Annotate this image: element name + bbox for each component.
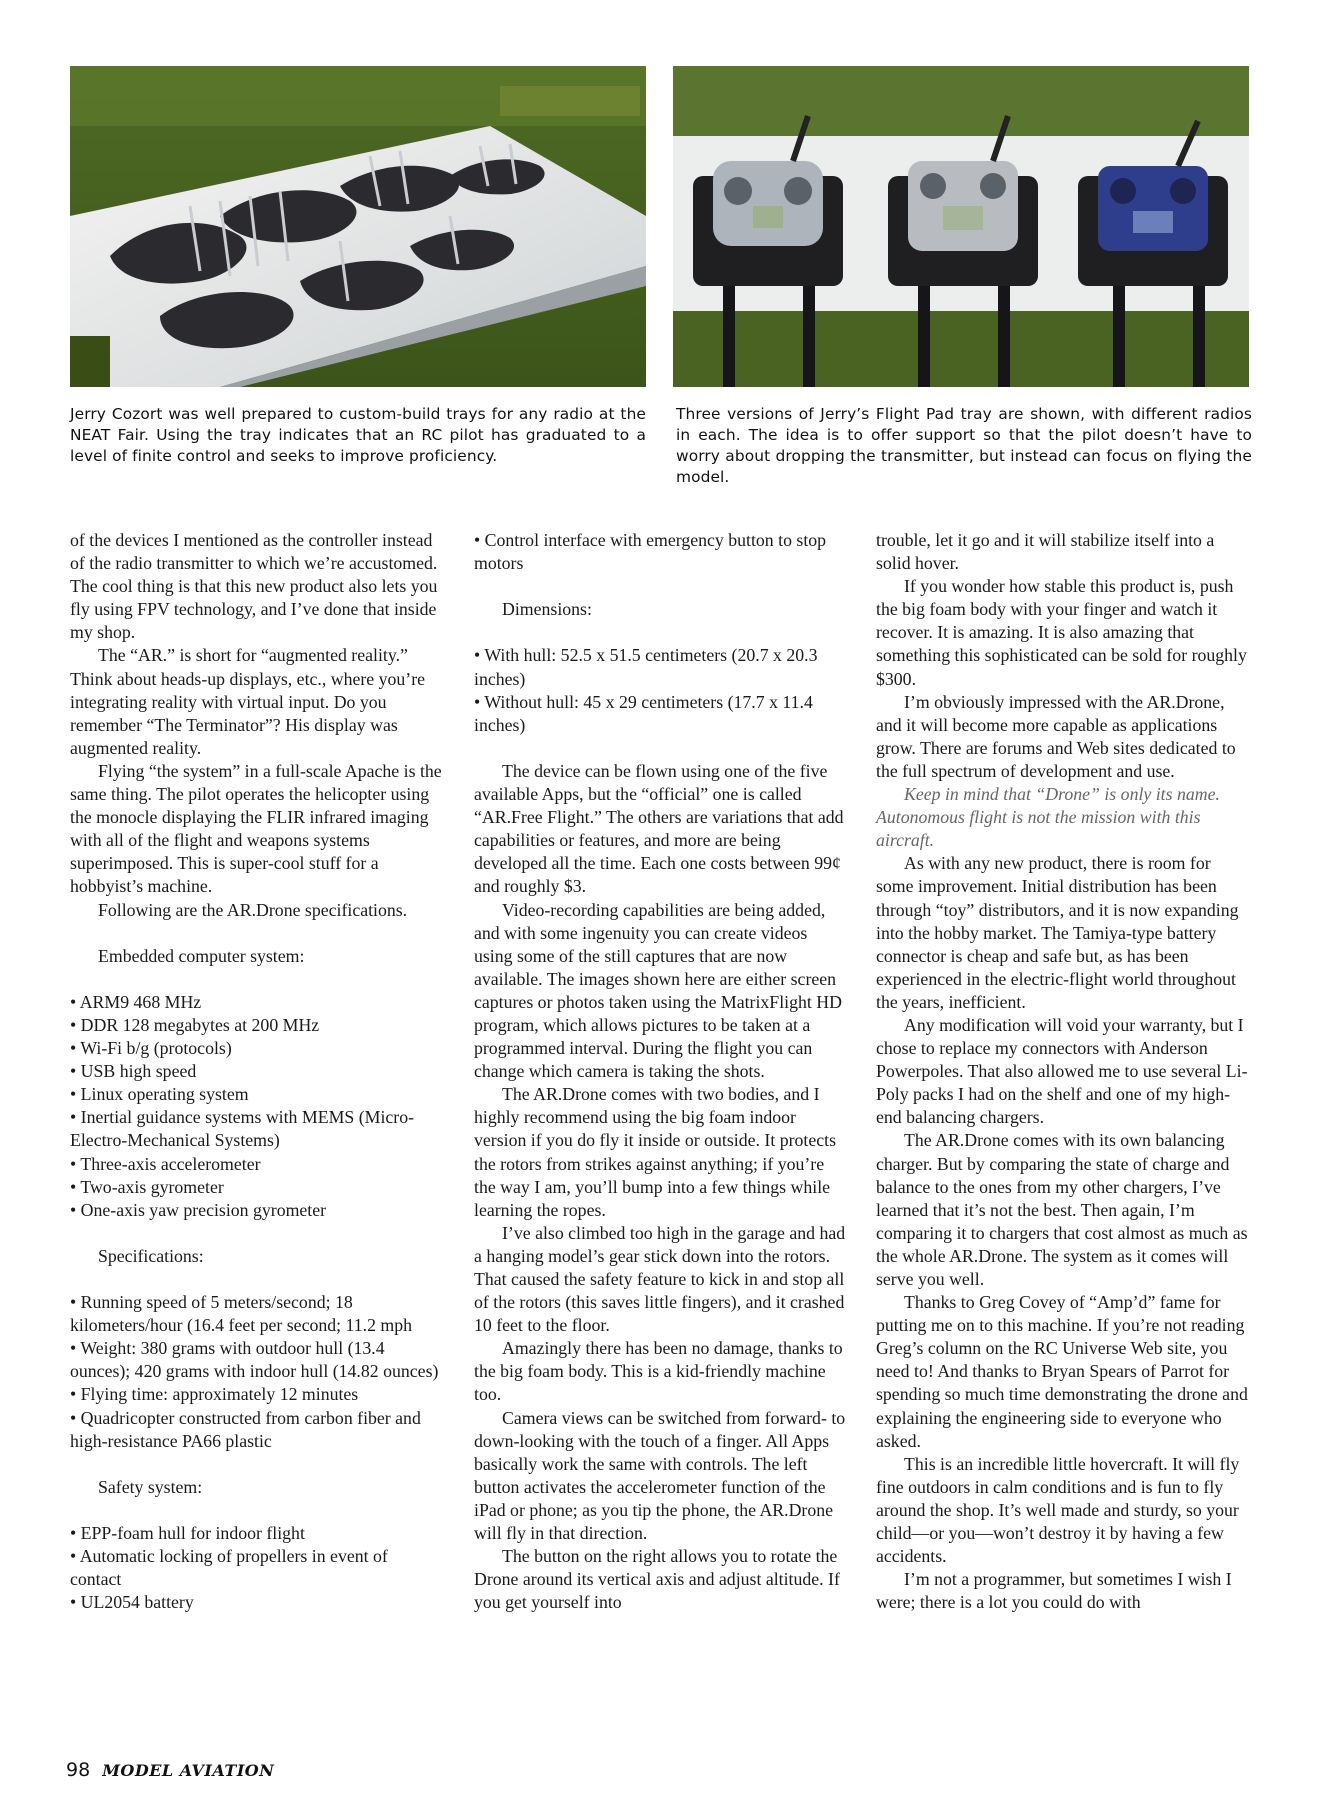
paragraph: I’ve also climbed too high in the garage and had a hanging model’s gear stick down into the rotors. That caused the safety feature to kick in and stop all of the rotors (this saves little fingers), and it crashed 10 feet to the floor. — [474, 1222, 846, 1336]
paragraph: As with any new product, there is room for some improvement. Initial distribution has been through “toy” distributors, and it is now expanding into the hobby market. The Tamiya-type battery connector is cheap and safe but, as has been experienced in the electric-flight world throughout the years, inefficient. — [876, 853, 1239, 1012]
list-item: • Three-axis accelerometer — [70, 1153, 261, 1174]
list-item: • One-axis yaw precision gyrometer — [70, 1199, 327, 1220]
list-item: • Running speed of 5 meters/second; 18 kilometers/hour (16.4 feet per second; 11.2 mph — [70, 1292, 413, 1336]
paragraph: Flying “the system” in a full-scale Apache is the same thing. The pilot operates the helicopter using the monocle displaying the FLIR infrared imaging with all of the flight and weapons systems superimposed. This is super-cool stuff for a hobbyist’s machine. — [70, 760, 442, 897]
paragraph: Any modification will void your warranty, but I chose to replace my connectors with Anderson Powerpoles. That also allowed me to use several Li-Poly packs I had on the shelf and one of my high-end balancing chargers. — [876, 1014, 1248, 1128]
article-column-1 — [70, 529, 442, 1614]
section-heading: Safety system: — [98, 1476, 203, 1497]
photo-caption-left: Jerry Cozort was well prepared to custom-build trays for any radio at the NEAT Fair. Using the tray indicates that an RC pilot has graduated to a level of finite control and seeks to improve proficiency. — [70, 405, 646, 465]
photo-flight-pad-trays — [673, 66, 1249, 387]
list-item: • Without hull: 45 x 29 centimeters (17.7 x 11.4 inches) — [474, 691, 813, 735]
article-column-2 — [474, 529, 846, 1614]
article-column-3 — [876, 529, 1252, 1614]
list-item: • Automatic locking of propellers in event of contact — [70, 1546, 388, 1590]
list-item: • Wi-Fi b/g (protocols) — [70, 1038, 232, 1059]
photo-caption-right: Three versions of Jerry’s Flight Pad tray are shown, with different radios in each. The idea is to offer support so that the pilot doesn’t have to worry about dropping the transmitter, but instead can focus on flying the model. — [676, 405, 1252, 486]
list-item: • EPP-foam hull for indoor flight — [70, 1523, 305, 1544]
paragraph: Amazingly there has been no damage, thanks to the big foam body. This is a kid-friendly machine too. — [474, 1338, 843, 1405]
paragraph: Video-recording capabilities are being added, and with some ingenuity you can create videos using some of the still captures that are now available. The images shown here are either screen captures or photos taken using the MatrixFlight HD program, which allows pictures to be taken at a programmed interval. During the flight you can change which camera is taking the shots. — [474, 899, 842, 1082]
list-item: • Inertial guidance systems with MEMS (Micro-Electro-Mechanical Systems) — [70, 1107, 415, 1151]
photo-transmitter-trays-icon — [673, 66, 1249, 387]
paragraph: The button on the right allows you to rotate the Drone around its vertical axis and adjust altitude. If you get yourself into — [474, 1546, 840, 1613]
list-item: • ARM9 468 MHz — [70, 991, 202, 1012]
paragraph: Following are the AR.Drone specifications. — [98, 899, 408, 920]
paragraph: The AR.Drone comes with two bodies, and I highly recommend using the big foam indoor version if you do fly it inside or outside. It protects the rotors from strikes against anything; if you’re the way I am, you’ll bump into a few things while learning the ropes. — [474, 1084, 836, 1220]
paragraph: The “AR.” is short for “augmented reality.” Think about heads-up displays, etc., where you’re integrating reality with virtual input. Do you remember “The Terminator”? His display was augmented reality. — [70, 645, 426, 758]
paragraph: trouble, let it go and it will stabilize itself into a solid hover. — [876, 530, 1215, 574]
list-item: • Quadricopter constructed from carbon fiber and high-resistance PA66 plastic — [70, 1407, 421, 1451]
list-item: • With hull: 52.5 x 51.5 centimeters (20.7 x 20.3 inches) — [474, 645, 818, 689]
pull-quote: Keep in mind that “Drone” is only its name. Autonomous flight is not the mission with this aircraft. — [876, 784, 1220, 851]
paragraph: The AR.Drone comes with its own balancing charger. But by comparing the state of charge and balance to the ones from my other chargers, I’ve learned that it’s not the best. Then again, I’m comparing it to chargers that cost almost as much as the whole AR.Drone. The system as it comes will serve you well. — [876, 1130, 1248, 1289]
list-item: • USB high speed — [70, 1061, 197, 1082]
page-footer — [66, 1759, 274, 1781]
paragraph: I’m obviously impressed with the AR.Drone, and it will become more capable as applications grow. There are forums and Web sites dedicated to the full spectrum of development and use. — [876, 691, 1236, 781]
paragraph: I’m not a programmer, but sometimes I wish I were; there is a lot you could do with — [876, 1569, 1232, 1613]
photo-custom-trays — [70, 66, 646, 387]
paragraph: This is an incredible little hovercraft. It will fly fine outdoors in calm conditions and is fun to fly around the shop. It’s well made and sturdy, so your child—or you—won’t destroy it by having a few accidents. — [876, 1453, 1240, 1567]
section-heading: Embedded computer system: — [98, 945, 305, 966]
paragraph: Camera views can be switched from forward- to down-looking with the touch of a finger. All Apps basically work the same with controls. The left button activates the accelerometer function of the iPad or phone; as you tip the phone, the AR.Drone will fly in that direction. — [474, 1407, 846, 1544]
page-number: 98 — [66, 1759, 91, 1781]
section-heading: Dimensions: — [502, 599, 592, 620]
list-item: • UL2054 battery — [70, 1592, 194, 1613]
photo-trays-on-table-icon — [70, 66, 646, 387]
section-heading: Specifications: — [98, 1245, 204, 1266]
list-item: • Linux operating system — [70, 1084, 249, 1105]
paragraph: If you wonder how stable this product is, push the big foam body with your finger and watch it recover. It is amazing. It is also amazing that something this sophisticated can be sold for roughly $300. — [876, 576, 1247, 689]
list-item: • Flying time: approximately 12 minutes — [70, 1384, 359, 1405]
list-item: • Weight: 380 grams with outdoor hull (13.4 ounces); 420 grams with indoor hull (14.82 ounces) — [70, 1338, 439, 1382]
paragraph: of the devices I mentioned as the controller instead of the radio transmitter to which we’re accustomed. The cool thing is that this new product also lets you fly using FPV technology, and I’ve done that inside my shop. — [70, 530, 438, 643]
list-item: • Control interface with emergency button to stop motors — [474, 530, 827, 574]
list-item: • DDR 128 megabytes at 200 MHz — [70, 1014, 320, 1035]
paragraph: The device can be flown using one of the five available Apps, but the “official” one is called “AR.Free Flight.” The others are variations that add capabilities or features, and more are being developed all the time. Each one costs between 99¢ and roughly $3. — [474, 760, 844, 897]
list-item: • Two-axis gyrometer — [70, 1176, 224, 1197]
magazine-logo: MODEL AVIATION — [102, 1761, 275, 1780]
paragraph: Thanks to Greg Covey of “Amp’d” fame for putting me on to this machine. If you’re not reading Greg’s column on the RC Universe Web site, you need to! And thanks to Bryan Spears of Parrot for spending so much time demonstrating the drone and explaining the engineering side to everyone who asked. — [876, 1292, 1248, 1451]
